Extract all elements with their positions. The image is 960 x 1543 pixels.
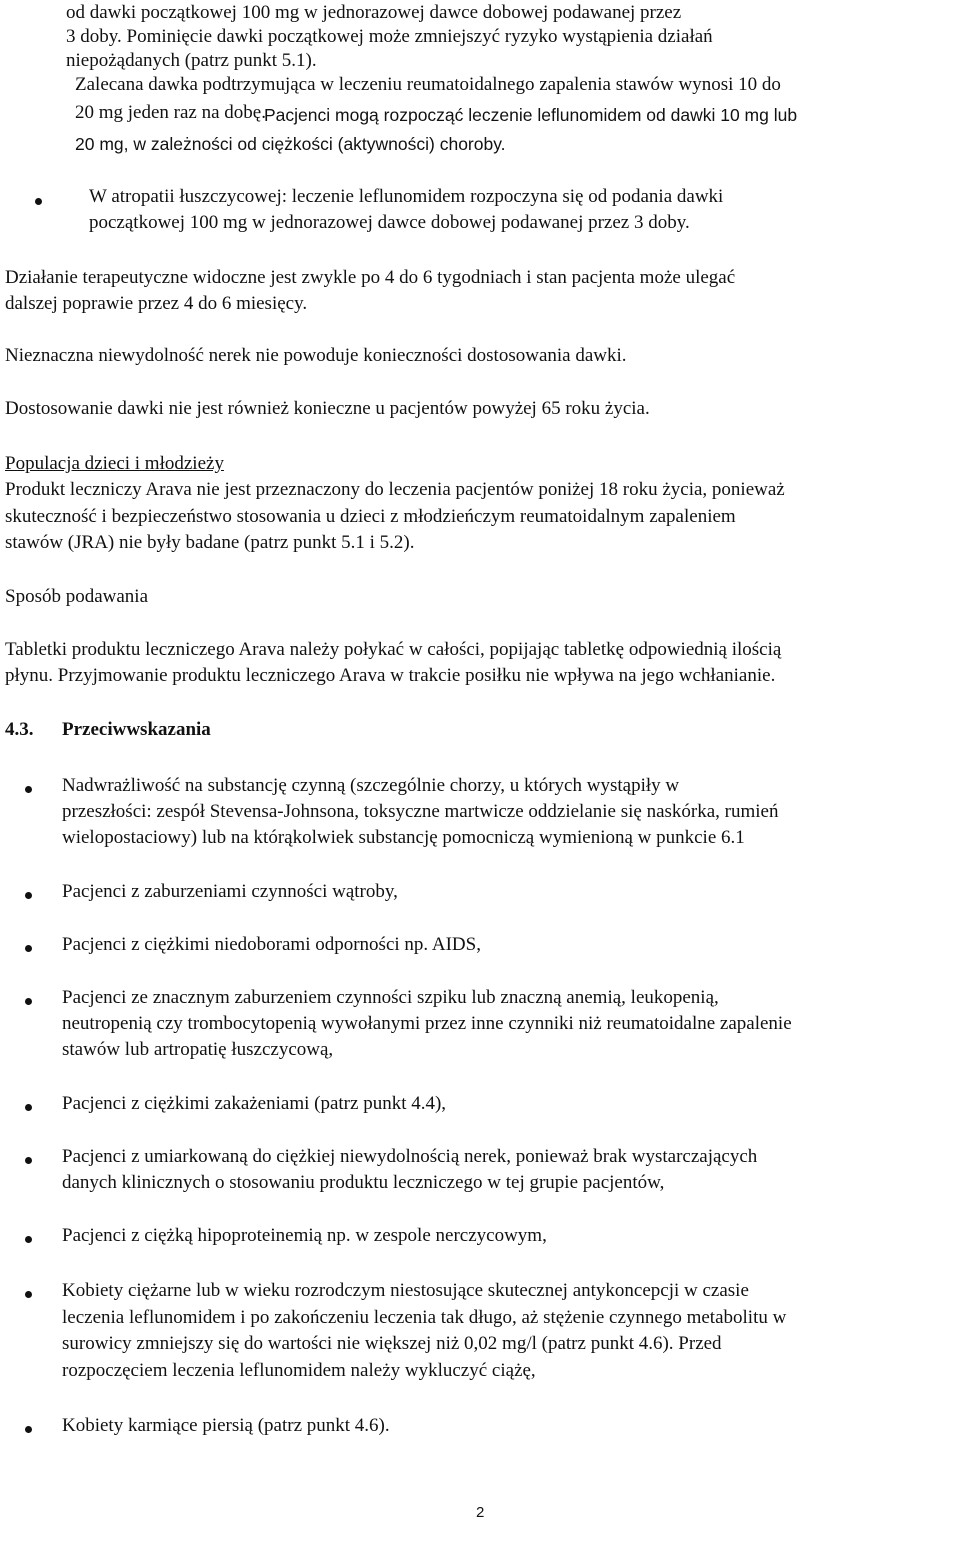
- pediatric-text-line: Produkt leczniczy Arava nie jest przeznaczony do leczenia pacjentów poniżej 18 roku życia, ponieważ: [5, 479, 785, 500]
- bullet-icon: [35, 198, 42, 205]
- maintenance-dose-line: 20 mg jeden raz na dobę.: [75, 102, 266, 123]
- section-title: Przeciwwskazania: [62, 719, 211, 740]
- contraindication-item: rozpoczęciem leczenia leflunomidem należy wykluczyć ciążę,: [62, 1360, 536, 1381]
- administration-text-line: Tabletki produktu leczniczego Arava należy połykać w całości, popijając tabletkę odpowiednią ilością: [5, 639, 782, 660]
- renal-note: Nieznaczna niewydolność nerek nie powoduje konieczności dostosowania dawki.: [5, 345, 627, 366]
- bullet-icon: [25, 945, 32, 952]
- contraindication-item: Kobiety karmiące piersią (patrz punkt 4.6).: [62, 1415, 390, 1436]
- contraindication-item: Pacjenci ze znacznym zaburzeniem czynności szpiku lub znaczną anemią, leukopenią,: [62, 987, 719, 1008]
- bullet-icon: [25, 1426, 32, 1433]
- elderly-note: Dostosowanie dawki nie jest również konieczne u pacjentów powyżej 65 roku życia.: [5, 398, 650, 419]
- pediatric-text-line: stawów (JRA) nie były badane (patrz punkt 5.1 i 5.2).: [5, 532, 415, 553]
- bullet-icon: [25, 892, 32, 899]
- contraindication-item: przeszłości: zespół Stevensa-Johnsona, toksyczne martwicze oddzielanie się naskórka, rumień: [62, 801, 779, 822]
- maintenance-dose-line: Zalecana dawka podtrzymująca w leczeniu reumatoidalnego zapalenia stawów wynosi 10 do: [75, 74, 781, 95]
- contraindication-item: wielopostaciowy) lub na którąkolwiek substancję pomocniczą wymienioną w punkcie 6.1: [62, 827, 745, 848]
- contraindication-item: Kobiety ciężarne lub w wieku rozrodczym niestosujące skutecznej antykoncepcji w czasie: [62, 1280, 749, 1301]
- pediatric-heading: Populacja dzieci i młodzieży: [5, 453, 224, 474]
- psoriatic-dose-line: W atropatii łuszczycowej: leczenie leflunomidem rozpoczyna się od podania dawki: [89, 186, 724, 207]
- bullet-icon: [25, 998, 32, 1005]
- starting-dose-line: 20 mg, w zależności od ciężkości (aktywności) choroby.: [75, 134, 506, 154]
- bullet-icon: [25, 1157, 32, 1164]
- contraindication-item: surowicy zmniejszy się do wartości nie większej niż 0,02 mg/l (patrz punkt 4.6). Przed: [62, 1333, 722, 1354]
- bullet-icon: [25, 1291, 32, 1298]
- contraindication-item: Pacjenci z ciężką hipoproteinemią np. w zespole nerczycowym,: [62, 1225, 547, 1246]
- contraindication-item: stawów lub artropatię łuszczycową,: [62, 1039, 334, 1060]
- dosing-text-line: od dawki początkowej 100 mg w jednorazowej dawce dobowej podawanej przez: [66, 2, 682, 23]
- contraindication-item: Nadwrażliwość na substancję czynną (szczególnie chorzy, u których wystąpiły w: [62, 775, 680, 796]
- contraindication-item: Pacjenci z zaburzeniami czynności wątroby,: [62, 881, 398, 902]
- contraindication-item: neutropenią czy trombocytopenią wywołanymi przez inne czynniki niż reumatoidalne zapalenie: [62, 1013, 792, 1034]
- psoriatic-dose-line: początkowej 100 mg w jednorazowej dawce dobowej podawanej przez 3 doby.: [89, 212, 690, 233]
- effect-text-line: Działanie terapeutyczne widoczne jest zwykle po 4 do 6 tygodniach i stan pacjenta może ulegać: [5, 267, 736, 288]
- pediatric-text-line: skuteczność i bezpieczeństwo stosowania u dzieci z młodzieńczym reumatoidalnym zapaleniem: [5, 506, 736, 527]
- bullet-icon: [25, 1236, 32, 1243]
- contraindication-item: Pacjenci z ciężkimi zakażeniami (patrz punkt 4.4),: [62, 1093, 447, 1114]
- dosing-text-line: niepożądanych (patrz punkt 5.1).: [66, 50, 317, 71]
- administration-heading: Sposób podawania: [5, 586, 149, 607]
- effect-text-line: dalszej poprawie przez 4 do 6 miesięcy.: [5, 293, 308, 314]
- contraindication-item: Pacjenci z ciężkimi niedoborami odporności np. AIDS,: [62, 934, 481, 955]
- administration-text-line: płynu. Przyjmowanie produktu leczniczego Arava w trakcie posiłku nie wpływa na jego wchłanianie.: [5, 665, 776, 686]
- bullet-icon: [25, 786, 32, 793]
- contraindication-item: Pacjenci z umiarkowaną do ciężkiej niewydolnością nerek, ponieważ brak wystarczających: [62, 1146, 758, 1167]
- page-number: 2: [476, 1504, 485, 1521]
- section-number: 4.3.: [5, 719, 34, 740]
- starting-dose-line: Pacjenci mogą rozpocząć leczenie leflunomidem od dawki 10 mg lub: [264, 105, 798, 125]
- contraindication-item: danych klinicznych o stosowaniu produktu leczniczego w tej grupie pacjentów,: [62, 1172, 665, 1193]
- bullet-icon: [25, 1104, 32, 1111]
- contraindication-item: leczenia leflunomidem i po zakończeniu leczenia tak długo, aż stężenie czynnego metabolitu w: [62, 1307, 787, 1328]
- dosing-text-line: 3 doby. Pominięcie dawki początkowej może zmniejszyć ryzyko wystąpienia działań: [66, 26, 713, 47]
